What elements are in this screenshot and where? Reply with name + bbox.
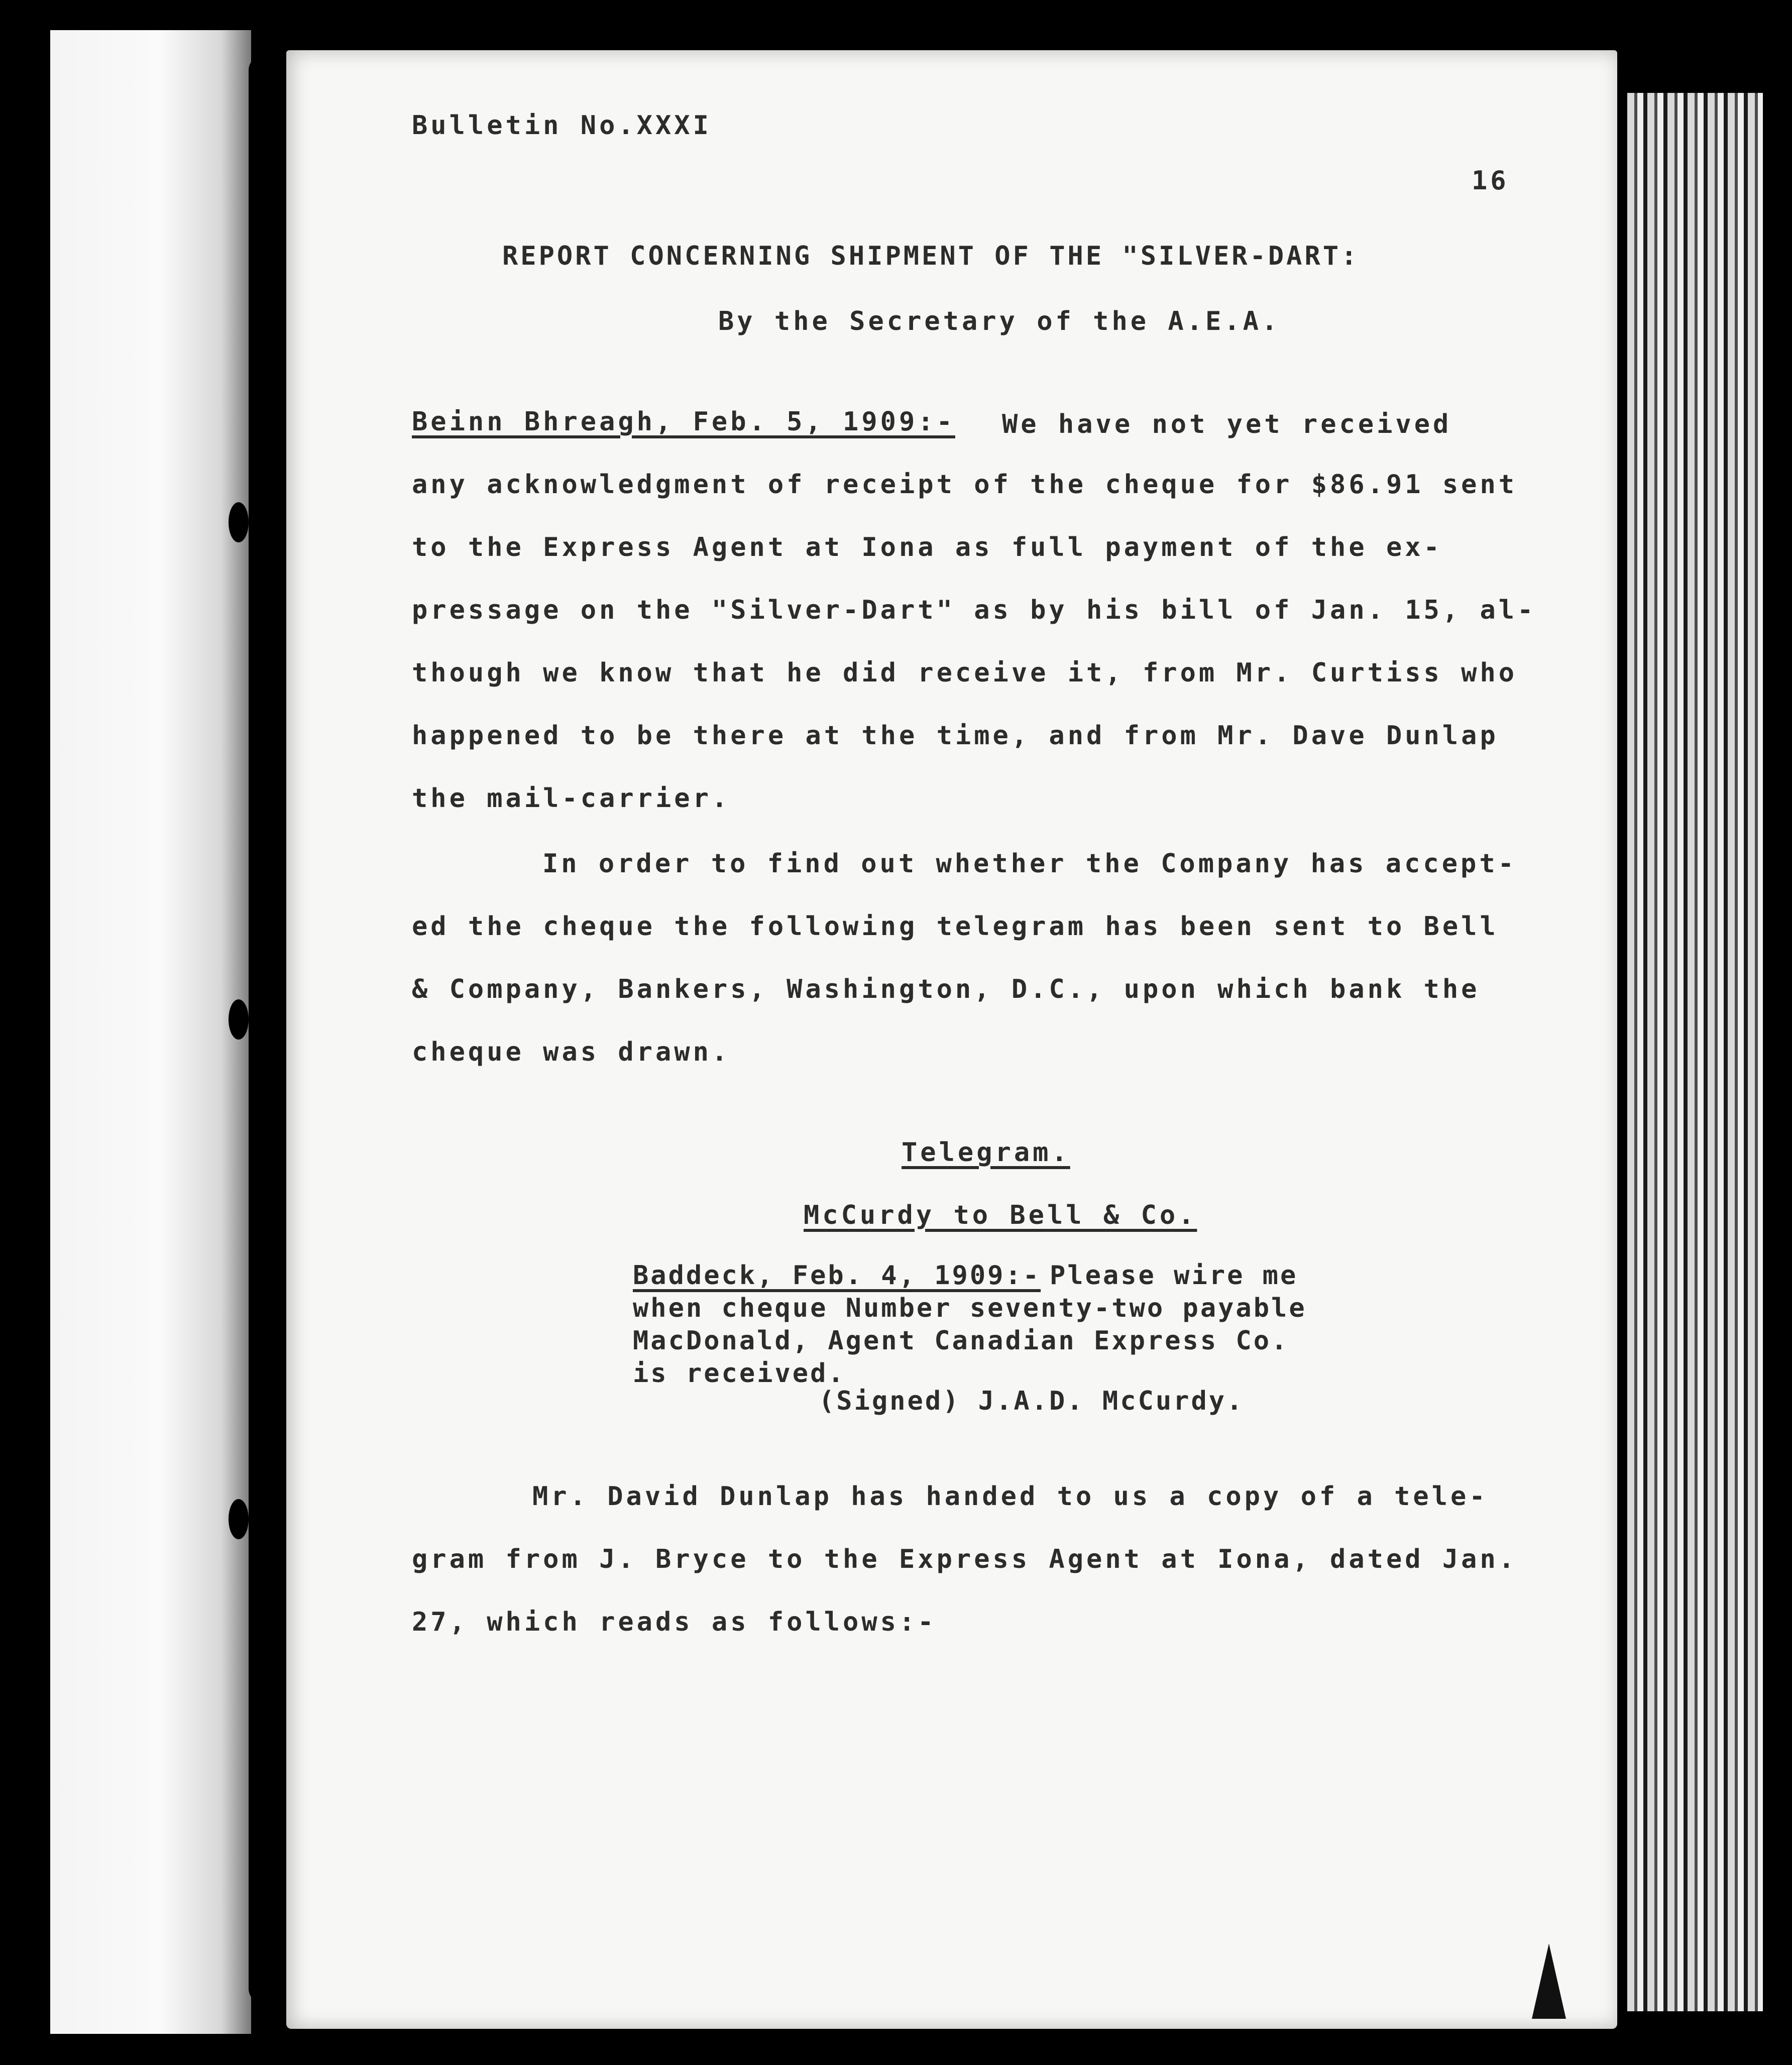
telegram-subheading: McCurdy to Bell & Co. (804, 1200, 1197, 1230)
paragraph-line: We have not yet received (1002, 409, 1452, 439)
telegram-line: is received. (633, 1358, 846, 1389)
paragraph-line: In order to find out whether the Company has accept- (542, 849, 1517, 879)
binding-hole (229, 999, 249, 1040)
binding-hole (229, 502, 249, 542)
telegram-heading: Telegram. (902, 1137, 1070, 1168)
telegram-dateline: Baddeck, Feb. 4, 1909:- (633, 1260, 1041, 1291)
report-byline: By the Secretary of the A.E.A. (718, 306, 1281, 336)
telegram-line: MacDonald, Agent Canadian Express Co. (633, 1326, 1289, 1356)
paragraph-line: cheque was drawn. (412, 1037, 731, 1067)
paragraph-line: any acknowledgment of receipt of the cheque for $86.91 sent (412, 470, 1518, 500)
paragraph-line: gram from J. Bryce to the Express Agent at Iona, dated Jan. (412, 1544, 1518, 1574)
telegram-line: when cheque Number seventy-two payable (633, 1293, 1307, 1323)
telegram-line: Please wire me (1050, 1260, 1298, 1291)
telegram-signature: (Signed) J.A.D. McCurdy. (819, 1386, 1245, 1416)
paragraph-line: to the Express Agent at Iona as full payment of the ex- (412, 532, 1442, 562)
paragraph-line: & Company, Bankers, Washington, D.C., upon which bank the (412, 974, 1480, 1004)
report-title: REPORT CONCERNING SHIPMENT OF THE "SILVER-DART: (502, 241, 1360, 271)
page-number: 16 (1472, 166, 1509, 196)
paragraph-line: pressage on the "Silver-Dart" as by his bill of Jan. 15, al- (412, 595, 1536, 625)
dateline-beinn-bhreagh: Beinn Bhreagh, Feb. 5, 1909:- (412, 407, 955, 437)
document-page (286, 50, 1617, 2029)
paragraph-line: 27, which reads as follows:- (412, 1607, 937, 1637)
binding-hole (229, 1499, 249, 1539)
paragraph-line: Mr. David Dunlap has handed to us a copy of a tele- (532, 1481, 1488, 1512)
pen-tip (1532, 1943, 1566, 2019)
page-edges (1627, 93, 1763, 2011)
bulletin-number: Bulletin No.XXXI (412, 110, 712, 141)
paragraph-line: though we know that he did receive it, from Mr. Curtiss who (412, 658, 1518, 688)
previous-page-edge (50, 30, 251, 2034)
paragraph-line: the mail-carrier. (412, 783, 731, 814)
paragraph-line: happened to be there at the time, and from Mr. Dave Dunlap (412, 721, 1499, 751)
paragraph-line: ed the cheque the following telegram has been sent to Bell (412, 911, 1499, 942)
